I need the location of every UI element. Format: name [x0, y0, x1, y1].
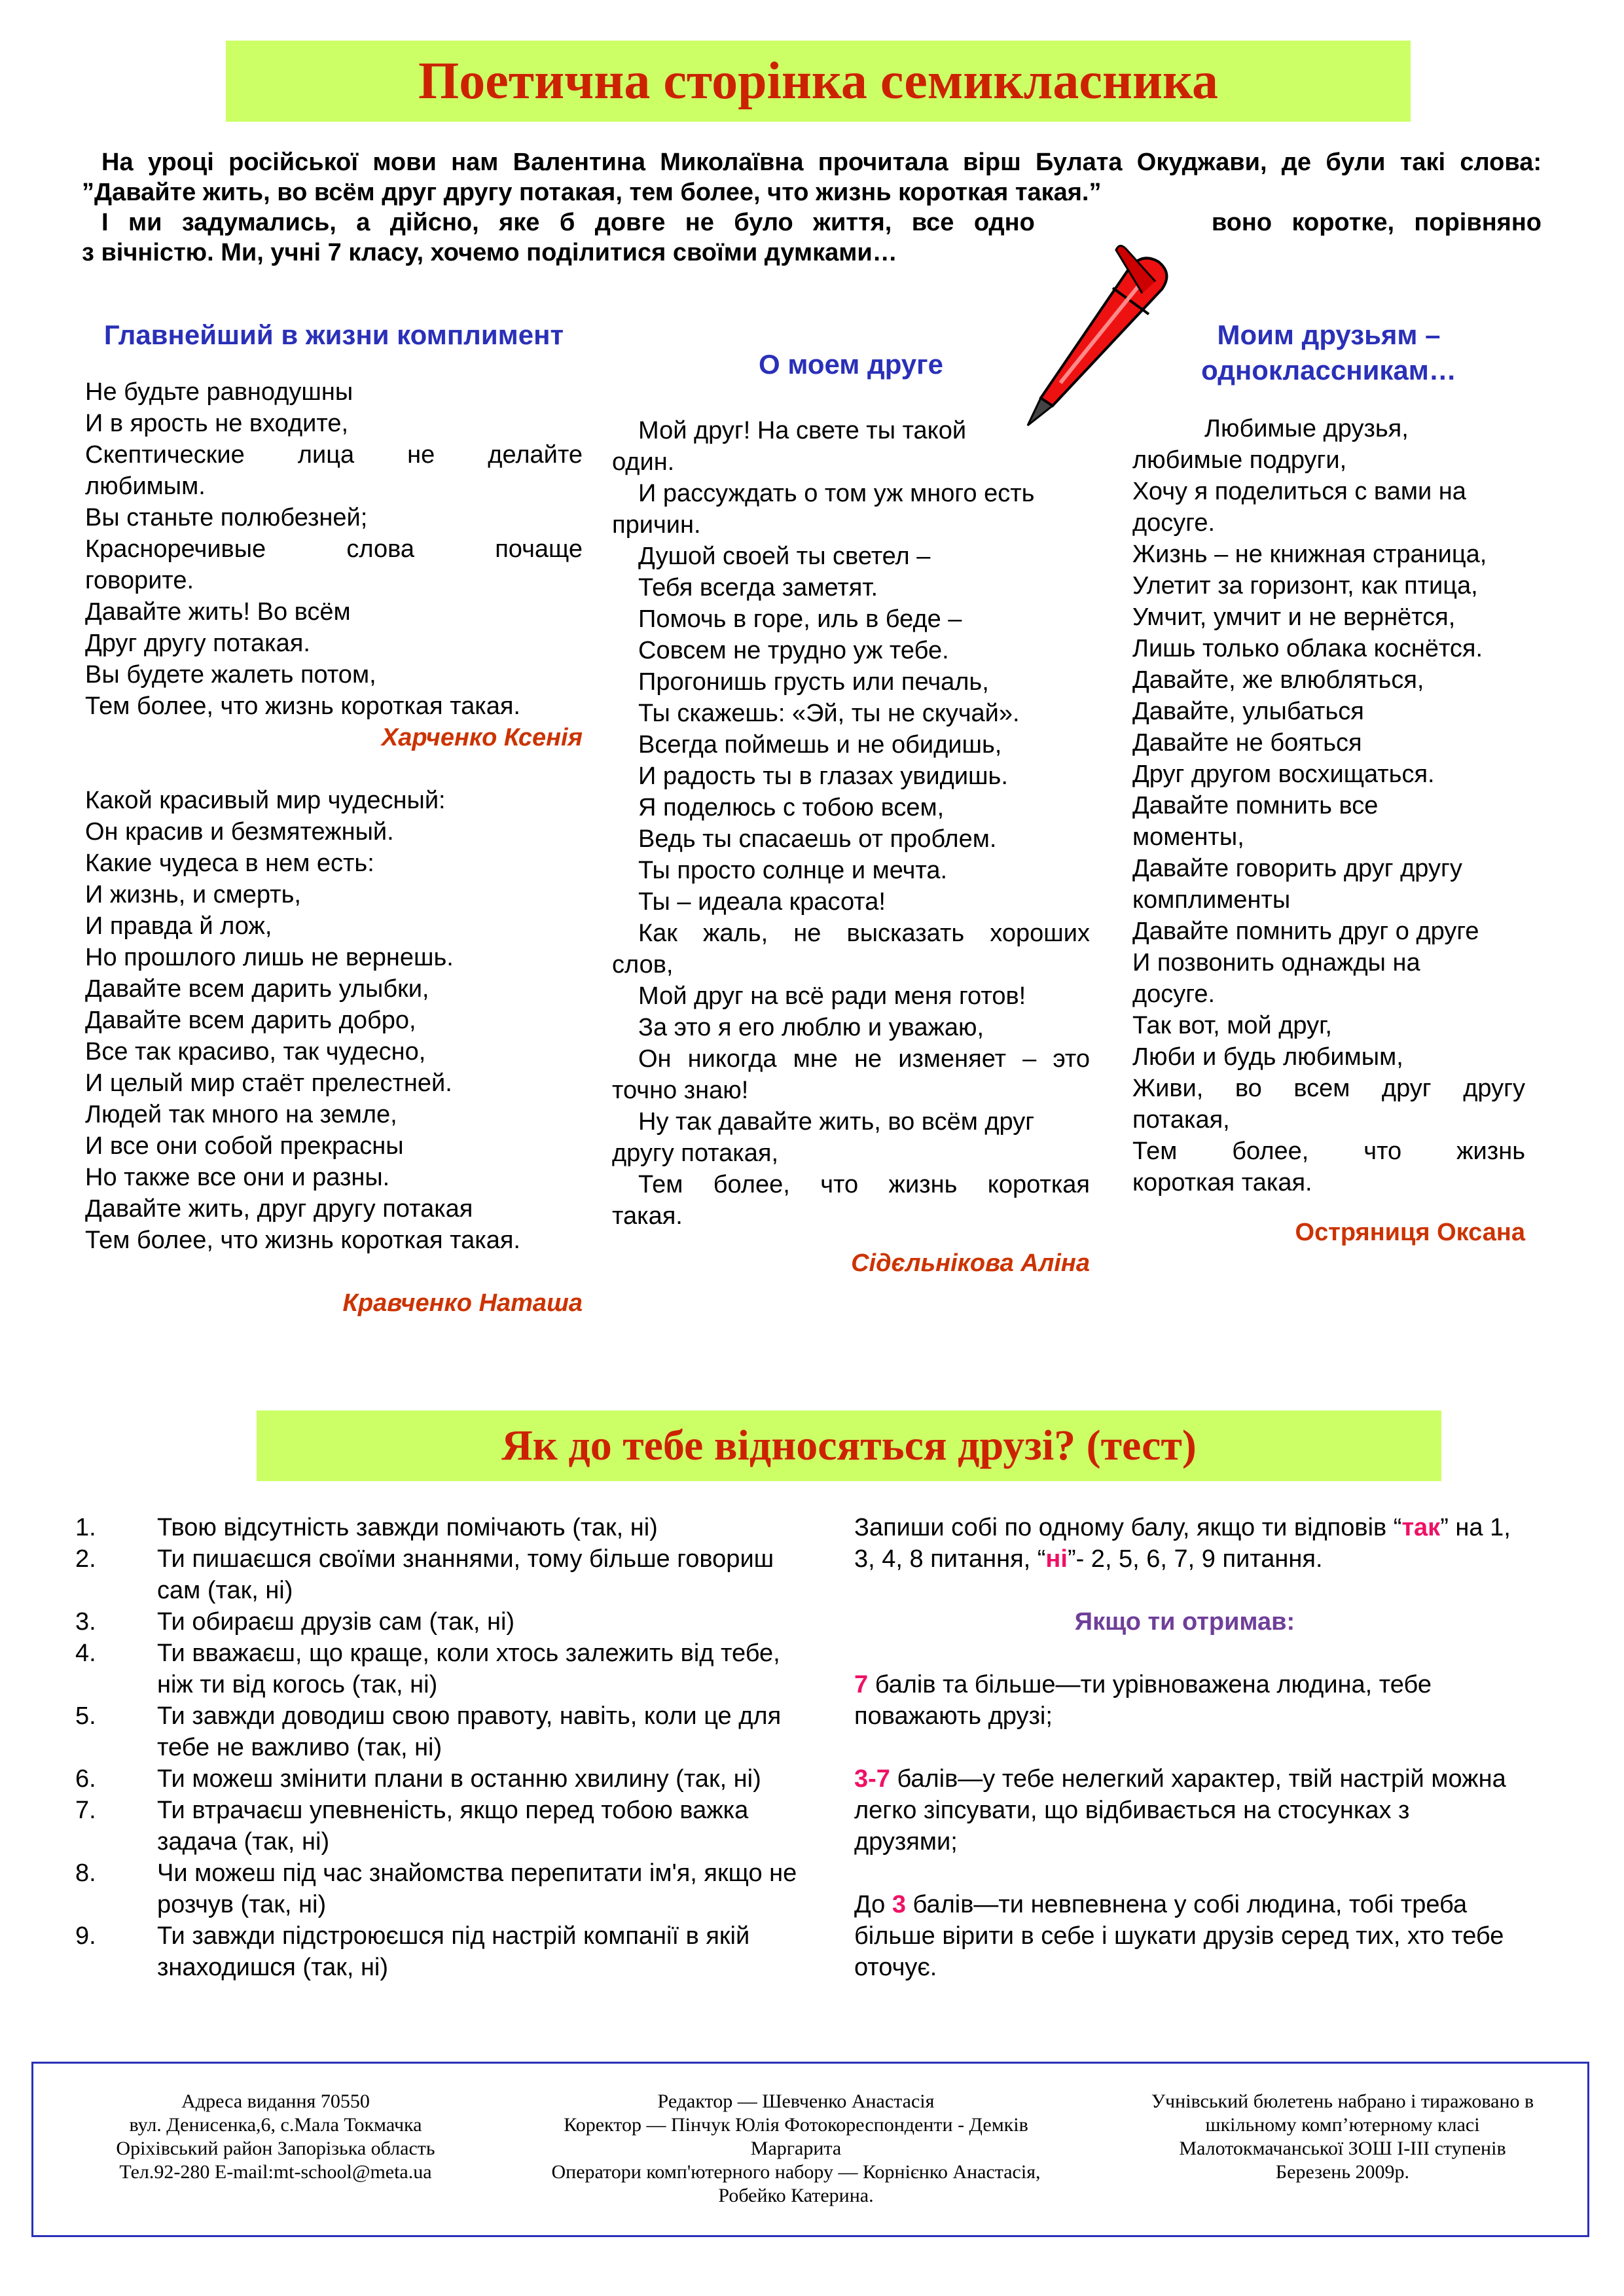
question-number: 8.: [75, 1859, 96, 1887]
poem-line: И жизнь, и смерть,: [85, 881, 301, 908]
poem-line: Я поделюсь с тобою всем,: [638, 794, 945, 821]
poem-line: Давайте жить, друг другу потакая: [85, 1195, 473, 1223]
poem-line: Давайте помнить все: [1132, 792, 1379, 819]
question-text: Ти втрачаєш упевненість, якщо перед тобою важка задача (так, ні): [157, 1797, 749, 1856]
scoring-text: ” на 1, 3, 4, 8 питання, “: [854, 1514, 1511, 1573]
poem-line: Но также все они и разны.: [85, 1164, 390, 1191]
poem-line: Вы будете жалеть потом,: [85, 661, 376, 689]
score-value: 7: [854, 1671, 869, 1698]
poem-line: Душой своей ты светел –: [638, 543, 931, 570]
poem-line: Не будьте равнодушны: [85, 378, 353, 406]
footer-line: вул. Денисенка,6, с.Мала Токмачка: [129, 2114, 422, 2136]
poem-line: Давайте, улыбаться: [1132, 698, 1364, 725]
test-question: [75, 1700, 805, 1763]
poem-author: Кравченко Наташа: [342, 1289, 583, 1317]
poem-line: Как жаль, не высказать хороших: [638, 920, 1090, 947]
poem-line: Друг другу потакая.: [85, 630, 310, 657]
poem-line: Друг другом восхищаться.: [1132, 761, 1435, 788]
question-text: Чи можеш під час знайомства перепитати ім'я, якщо не розчув (так, ні): [157, 1859, 797, 1918]
poem-line: Ты – идеала красота!: [638, 888, 886, 916]
question-number: 2.: [75, 1545, 96, 1573]
poem-line: И радость ты в глазах увидишь.: [638, 762, 1008, 790]
question-text: Твою відсутність завжди помічають (так, ні): [157, 1514, 658, 1541]
question-number: 9.: [75, 1922, 96, 1950]
poem-line: И позвонить однажды на: [1132, 949, 1420, 977]
poem-line: И правда й лож,: [85, 912, 272, 940]
poem-line: Ведь ты спасаешь от проблем.: [638, 825, 997, 853]
poem-line: За это я его люблю и уважаю,: [638, 1014, 984, 1041]
footer-print-info: [1107, 2090, 1578, 2184]
poem-line: Люби и будь любимым,: [1132, 1043, 1403, 1071]
page-title: Поетична сторінка семикласника: [226, 41, 1411, 122]
poem-line: И целый мир стаёт прелестней.: [85, 1069, 452, 1097]
poem-line: Вы станьте полюбезней;: [85, 504, 368, 531]
poem-author: Харченко Ксенія: [381, 724, 583, 751]
poem-line: Лишь только облака коснётся.: [1132, 635, 1483, 662]
footer-address: [46, 2090, 505, 2184]
test-question: [75, 1606, 805, 1638]
poem-right: [1132, 317, 1525, 1248]
question-number: 3.: [75, 1608, 96, 1636]
poem-line: Тебя всегда заметят.: [638, 574, 878, 601]
poem-line: Давайте помнить друг о друге: [1132, 918, 1479, 945]
test-question: [75, 1512, 805, 1543]
footer-line: Оріхівський район Запорізька область: [116, 2138, 435, 2159]
poem-line: Ты просто солнце и мечта.: [638, 857, 948, 884]
footer-editors: [492, 2090, 1100, 2208]
poem-line: точно знаю!: [612, 1077, 749, 1104]
result-text: балів—ти невпевнена у собі людина, тобі треба більше вірити в себе і шукати друзів серед тих, хто тебе оточує.: [854, 1891, 1504, 1981]
test-question: [75, 1920, 805, 1983]
question-number: 5.: [75, 1702, 96, 1730]
test-question: [75, 1795, 805, 1857]
poem-line: Какие чудеса в нем есть:: [85, 850, 374, 877]
poem-line: Совсем не трудно уж тебе.: [638, 637, 949, 664]
poem-line: Ну так давайте жить, во всём друг: [638, 1108, 1035, 1136]
scoring-instructions: [854, 1512, 1515, 1575]
poem-line: Скептические лица не делайте: [85, 441, 583, 469]
test-question: [75, 1638, 805, 1700]
poem-line: И рассуждать о том уж много есть: [638, 480, 1035, 507]
poem-line: Прогонишь грусть или печаль,: [638, 668, 989, 696]
answer-no: ні: [1045, 1545, 1068, 1573]
poem-line: потакая,: [1132, 1106, 1230, 1134]
poem-line: Улетит за горизонт, как птица,: [1132, 572, 1478, 600]
poem-line: Давайте не бояться: [1132, 729, 1362, 757]
result-text: балів—у тебе нелегкий характер, твій настрій можна легко зіпсувати, що відбивається на стосунках з друзями;: [854, 1765, 1506, 1856]
poem-line: Какой красивый мир чудесный:: [85, 787, 446, 814]
poem-line: Живи, во всем друг другу: [1132, 1075, 1525, 1102]
poem-line: говорите.: [85, 567, 194, 594]
question-text: Ти завжди доводиш свою правоту, навіть, коли це для тебе не важливо (так, ні): [157, 1702, 782, 1761]
poem-line: короткая такая.: [1132, 1169, 1312, 1196]
test-results: [854, 1512, 1515, 1983]
poem-line: один.: [612, 448, 675, 476]
poem-line: Давайте, же влюбляться,: [1132, 666, 1424, 694]
poem-right-heading: Моим друзьям – одноклассникам…: [1201, 319, 1456, 386]
intro-paragraph-3: з вічністю. Ми, учні 7 класу, хочемо поділитися своїми думками…: [82, 239, 897, 266]
poem-line: Всегда поймешь и не обидишь,: [638, 731, 1002, 759]
intro-paragraph-1: На уроці російської мови нам Валентина Миколаївна прочитала вірш Булата Окуджави, де були такі слова: ”Давайте жить, во всём друг другу потакая, тем более, что жизнь короткая такая.”: [82, 149, 1542, 206]
poem-line: Давайте всем дарить улыбки,: [85, 975, 429, 1003]
poem-left: [85, 317, 583, 1319]
footer-line: Коректор — Пінчук Юлія Фотокореспонденти - Демків: [564, 2114, 1028, 2136]
poem-line: любимым.: [85, 473, 206, 500]
question-number: 4.: [75, 1640, 96, 1667]
result-1: [854, 1669, 1515, 1732]
poem-line: И в ярость не входите,: [85, 410, 349, 437]
poem-line: досуге.: [1132, 980, 1216, 1008]
question-number: 6.: [75, 1765, 96, 1793]
poem-middle: [612, 347, 1090, 1279]
poem-line: И все они собой прекрасны: [85, 1132, 404, 1160]
test-question: [75, 1763, 805, 1795]
poem-line: Мой друг на всё ради меня готов!: [638, 982, 1026, 1010]
poem-line: досуге.: [1132, 509, 1216, 537]
footer-line: Редактор — Шевченко Анастасія: [657, 2090, 935, 2112]
poem-line: Давайте жить! Во всём: [85, 598, 351, 626]
result-text: балів та більше—ти урівноважена людина, тебе поважають друзі;: [854, 1671, 1432, 1730]
poem-line: Тем более, что жизнь короткая такая.: [85, 1227, 520, 1254]
footer-line: Тел.92-280 E-mail:mt-school@meta.ua: [119, 2161, 432, 2183]
intro-paragraph-2: [82, 207, 1542, 238]
poem-line: другу потакая,: [612, 1139, 779, 1167]
test-questions: [75, 1512, 805, 1983]
question-number: 7.: [75, 1797, 96, 1824]
result-2: [854, 1763, 1515, 1857]
scoring-text: ”- 2, 5, 6, 7, 9 питання.: [1067, 1545, 1323, 1573]
poem-left-heading: Главнейший в жизни комплимент: [103, 319, 564, 350]
footer-line: Робейко Катерина.: [718, 2185, 874, 2206]
intro-text: [82, 147, 1542, 268]
question-text: Ти можеш змінити плани в останню хвилину (так, ні): [157, 1765, 761, 1793]
results-heading: Якщо ти отримав:: [1074, 1608, 1295, 1636]
question-text: Ти вважаєш, що краще, коли хтось залежить від тебе, ніж ти від когось (так, ні): [157, 1640, 780, 1698]
poem-line: комплименты: [1132, 886, 1291, 914]
footer-line: Березень 2009р.: [1275, 2161, 1410, 2183]
test-title: Як до тебе відносяться друзі? (тест): [257, 1410, 1441, 1481]
footer-line: шкільному комп’ютерному класі: [1205, 2114, 1480, 2136]
score-value: 3-7: [854, 1765, 890, 1793]
poem-line: Мой друг! На свете ты такой: [638, 417, 967, 444]
poem-line: Но прошлого лишь не вернешь.: [85, 944, 454, 971]
footer-line: Малотокмачанської ЗОШ І-ІІІ ступенів: [1179, 2138, 1506, 2159]
score-value: 3: [892, 1891, 906, 1918]
poem-line: такая.: [612, 1202, 683, 1230]
footer-line: Учнівський бюлетень набрано і тиражовано в: [1151, 2090, 1534, 2112]
poem-middle-heading: О моем друге: [758, 349, 944, 380]
result-3: [854, 1889, 1515, 1983]
poem-line: моменты,: [1132, 823, 1244, 851]
poem-line: Давайте говорить друг другу: [1132, 855, 1462, 882]
poem-line: Так вот, мой друг,: [1132, 1012, 1332, 1039]
poem-line: Тем более, что жизнь короткая такая.: [85, 692, 520, 720]
intro-p2-end: воно коротке, порівняно: [1211, 209, 1542, 236]
poem-line: Тем более, что жизнь: [1132, 1138, 1525, 1165]
intro-p2-start: І ми задумались, а дійсно, яке б довге не було життя, все одно: [101, 209, 1035, 236]
question-text: Ти обираєш друзів сам (так, ні): [157, 1608, 515, 1636]
poem-line: Помочь в горе, иль в беде –: [638, 605, 962, 633]
poem-line: Любимые друзья,: [1204, 415, 1409, 442]
answer-yes: так: [1401, 1514, 1441, 1541]
footer: [31, 2062, 1589, 2237]
poem-line: слов,: [612, 951, 674, 978]
test-question: [75, 1857, 805, 1920]
poem-author: Сідєльнікова Аліна: [851, 1249, 1090, 1277]
poem-line: Хочу я поделиться с вами на: [1132, 478, 1466, 505]
scoring-text: Запиши собі по одному балу, якщо ти відповів “: [854, 1514, 1402, 1541]
poem-line: Давайте всем дарить добро,: [85, 1007, 416, 1034]
poem-line: Все так красиво, так чудесно,: [85, 1038, 426, 1066]
result-text: До: [854, 1891, 892, 1918]
poem-line: Жизнь – не книжная страница,: [1132, 541, 1487, 568]
question-text: Ти пишаєшся своїми знаннями, тому більше говориш сам (так, ні): [157, 1545, 774, 1604]
footer-line: Маргарита: [750, 2138, 842, 2159]
test-question: [75, 1543, 805, 1606]
poem-line: Он красив и безмятежный.: [85, 818, 394, 846]
poem-line: причин.: [612, 511, 701, 539]
poem-line: Умчит, умчит и не вернётся,: [1132, 603, 1456, 631]
poem-line: Людей так много на земле,: [85, 1101, 397, 1128]
poem-line: любимые подруги,: [1132, 446, 1347, 474]
question-text: Ти завжди підстроюєшся під настрій компанії в якій знаходишся (так, ні): [157, 1922, 750, 1981]
poem-line: Тем более, что жизнь короткая: [638, 1171, 1090, 1198]
footer-line: Адреса видання 70550: [181, 2090, 370, 2112]
poem-author: Остряниця Оксана: [1295, 1219, 1525, 1246]
poem-line: Красноречивые слова почаще: [85, 535, 583, 563]
footer-line: Оператори комп'ютерного набору — Корнієнко Анастасія,: [551, 2161, 1041, 2183]
question-number: 1.: [75, 1514, 96, 1541]
poem-line: Ты скажешь: «Эй, ты не скучай».: [638, 700, 1020, 727]
poem-line: Он никогда мне не изменяет – это: [638, 1045, 1090, 1073]
